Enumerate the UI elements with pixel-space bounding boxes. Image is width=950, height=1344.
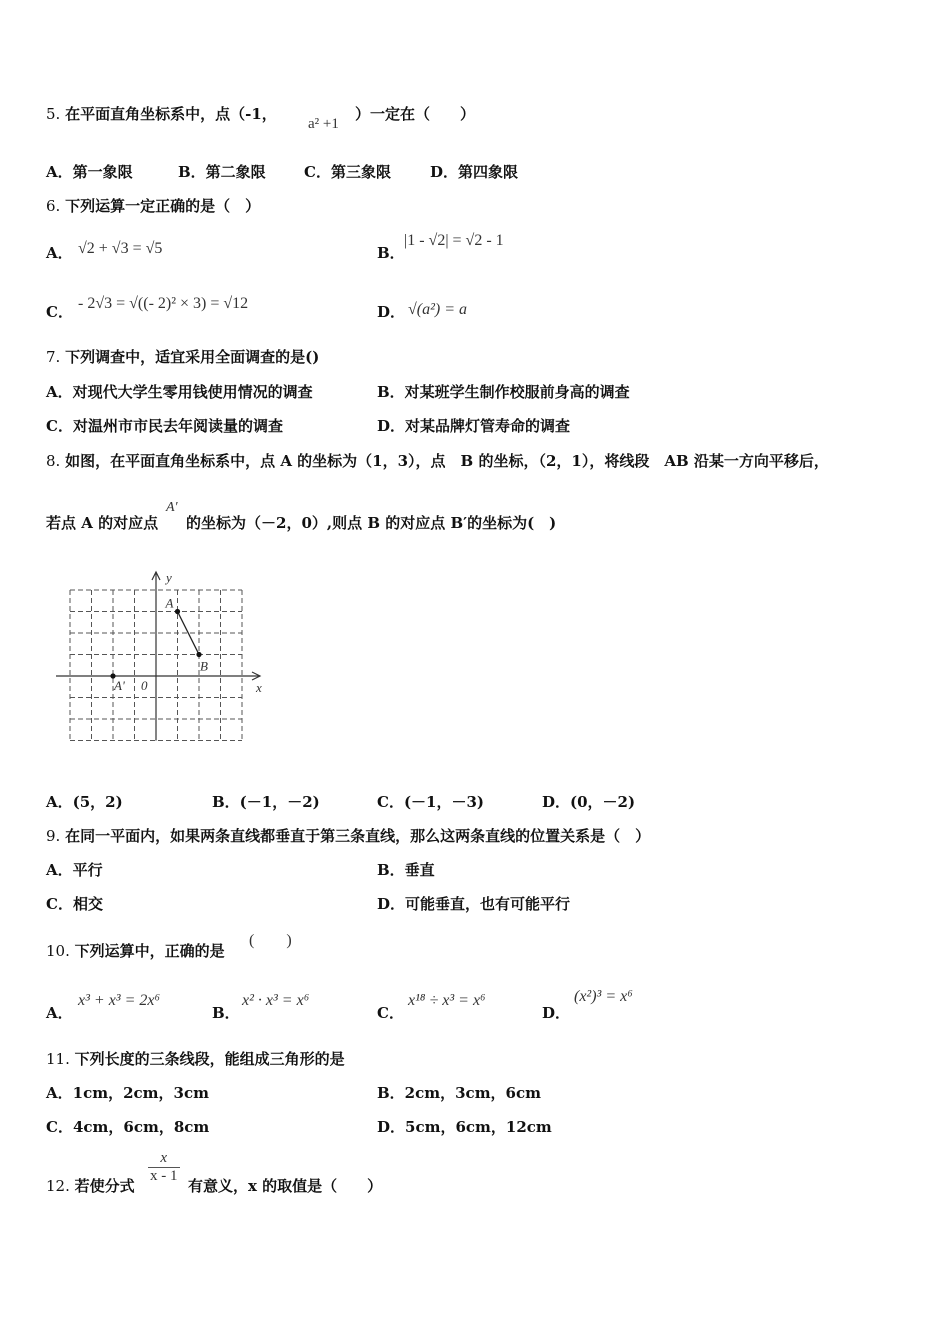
q5-number: 5. [46,105,61,123]
q8-line2-before: 若点 A 的对应点 [46,514,159,532]
q10-text: 下列运算中，正确的是 [74,942,225,960]
q11-option-b: B．2cm，3cm，6cm [377,1084,542,1102]
question-10 [46,940,225,961]
point-a [175,609,180,614]
q10-label-d: D． [542,1004,571,1022]
q8-option-d: D．(0，－2) [542,793,636,811]
q6-math-c: - 2√3 = √((- 2)² × 3) = √12 [78,295,249,312]
q8-point-b-label: B [200,658,208,674]
segment-ab [178,612,200,655]
q8-axis-y-label: y [166,570,172,585]
question-12 [46,1175,135,1196]
q9-option-d: D．可能垂直，也有可能平行 [377,895,571,913]
q11-option-a: A．1cm，2cm，3cm [46,1084,209,1102]
q6-number: 6. [46,197,61,215]
q8-point-a-label: A [165,595,174,611]
q11-option-d: D．5cm，6cm，12cm [377,1118,552,1136]
q10-math-a: x³ + x³ = 2x⁶ [78,992,161,1009]
q6-label-c: C． [46,303,73,321]
q8-option-a: A．(5，2) [46,793,123,811]
q5-option-b: B．第二象限 [178,163,266,181]
q8-origin-label: 0 [141,678,148,693]
q9-text: 在同一平面内，如果两条直线都垂直于第三条直线，那么这两条直线的位置关系是（ ） [65,827,651,845]
q10-paren: ( ) [249,932,292,949]
q6-text: 下列运算一定正确的是（ ） [65,197,261,215]
q11-option-c: C．4cm，6cm，8cm [46,1118,210,1136]
q12-frac-den: x - 1 [150,1168,178,1184]
q5-option-a: A．第一象限 [46,163,133,181]
question-7 [46,346,319,367]
q5-math-point-y: a² +1 [308,116,339,132]
q11-number: 11. [46,1050,70,1068]
q7-option-c: C．对温州市市民去年阅读量的调查 [46,417,283,435]
q8-option-b: B．(－1，－2) [212,793,320,811]
q8-option-c: C．(－1，－3) [377,793,485,811]
q10-math-c: x¹⁸ ÷ x³ = x⁶ [408,992,486,1009]
q6-label-b: B． [377,244,405,262]
q6-math-d: √(a²) = a [408,301,468,318]
q6-math-a: √2 + √3 = √5 [78,240,163,257]
question-8 [46,450,829,471]
q9-option-a: A．平行 [46,861,103,879]
q12-frac-num: x [148,1150,180,1168]
q6-label-a: A． [46,244,73,262]
q9-option-b: B．垂直 [377,861,435,879]
q8-line2-sym: A′ [166,500,178,515]
q10-label-c: C． [377,1004,404,1022]
q5-option-d: D．第四象限 [430,163,519,181]
question-11 [46,1048,345,1069]
q10-math-b: x² · x³ = x⁶ [242,992,310,1009]
q7-option-b: B．对某班学生制作校服前身高的调查 [377,383,630,401]
q12-fraction [148,1150,180,1185]
q8-coordinate-graph [50,565,270,750]
q10-label-b: B． [212,1004,240,1022]
q8-line1: 如图，在平面直角坐标系中，点 A 的坐标为（1，3），点 B 的坐标，（2，1），将线段 AB 沿某一方向平移后， [65,452,829,470]
q12-text-after: 有意义，x 的取值是（ ） [188,1177,383,1195]
question-5 [46,103,277,124]
q6-label-d: D． [377,303,406,321]
q10-math-d: (x²)³ = x⁶ [574,988,633,1005]
q5-text-after: ）一定在（ ） [355,105,476,123]
q10-label-a: A． [46,1004,73,1022]
q5-option-c: C．第三象限 [304,163,391,181]
q10-number: 10. [46,942,70,960]
question-6 [46,195,260,216]
q7-text: 下列调查中，适宜采用全面调查的是() [65,348,320,366]
q8-number: 8. [46,452,61,470]
q12-number: 12. [46,1177,70,1195]
q8-point-a2-label: A' [114,678,125,693]
q12-text-before: 若使分式 [74,1177,135,1195]
q9-number: 9. [46,827,61,845]
q5-text-before: 在平面直角坐标系中，点（-1， [65,105,277,123]
point-b [196,652,201,657]
question-9 [46,825,650,846]
q7-option-d: D．对某品牌灯管寿命的调查 [377,417,571,435]
q7-option-a: A．对现代大学生零用钱使用情况的调查 [46,383,313,401]
q8-line2-after: 的坐标为（－2，0）,则点 B 的对应点 B′的坐标为( ) [186,514,557,532]
q8-axis-x-label: x [256,680,262,695]
q11-text: 下列长度的三条线段，能组成三角形的是 [74,1050,345,1068]
q6-math-b: |1 - √2| = √2 - 1 [404,232,504,249]
q9-option-c: C．相交 [46,895,103,913]
q7-number: 7. [46,348,61,366]
